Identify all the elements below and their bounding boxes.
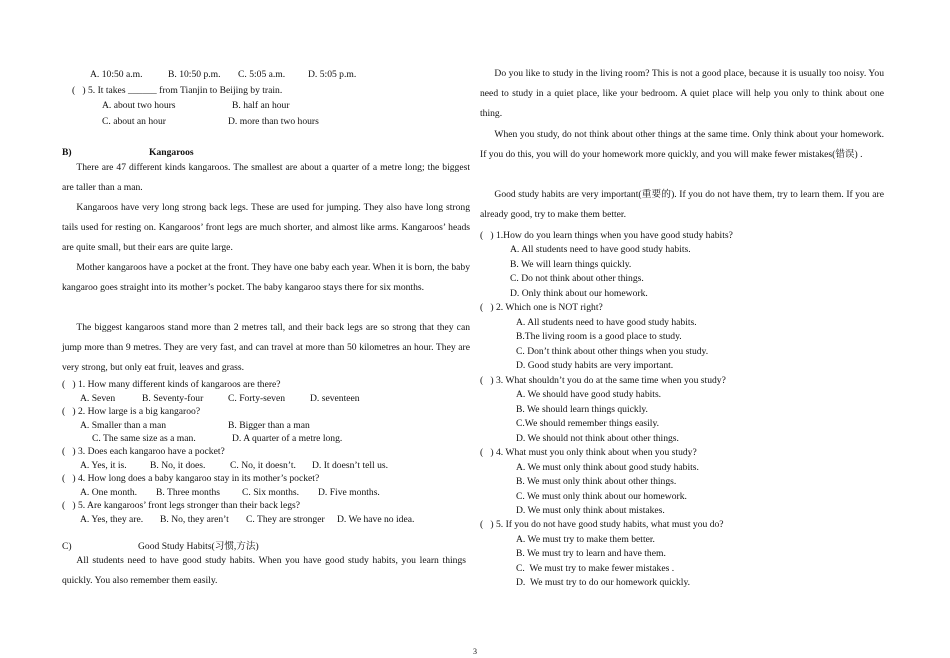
- option-b: B. We must only think about other things.: [516, 476, 677, 487]
- question-text: ( ) 3. Does each kangaroo have a pocket?: [62, 446, 225, 457]
- option-a: A. We should have good study habits.: [516, 389, 662, 400]
- option-b: B. Seventy-four: [142, 393, 204, 404]
- option-a: A. All students need to have good study habits.: [516, 317, 697, 328]
- option-c: C. Do not think about other things.: [510, 273, 644, 284]
- option-d: D. Only think about our homework.: [510, 288, 648, 299]
- option-a: A. Smaller than a man: [80, 420, 167, 431]
- option-c: C. No, it doesn’t.: [230, 460, 296, 471]
- option-a: A. All students need to have good study habits.: [510, 244, 691, 255]
- option-c: C. We must only think about our homework.: [516, 491, 687, 502]
- option-a: A. We must try to make them better.: [516, 534, 655, 545]
- option-c: C. We must try to make fewer mistakes .: [516, 563, 675, 574]
- option-d: D. We must only think about mistakes.: [516, 505, 665, 516]
- option-d: D. Good study habits are very important.: [516, 360, 674, 371]
- option-c: C. 5:05 a.m.: [238, 69, 286, 80]
- paragraph: Kangaroos have very long strong back legs. These are used for jumping. They also have long strong tails used for resting on. Kangaroos’ front legs are much shorter, and almost like arms. Kangaroos’ heads are quite small, but their ears are quite large.: [62, 202, 470, 254]
- section-title: Good Study Habits(习惯,方法): [138, 541, 259, 552]
- option-a: A. 10:50 a.m.: [90, 69, 143, 80]
- option-d: D. seventeen: [310, 393, 360, 404]
- option-a: A. Yes, it is.: [80, 460, 127, 471]
- question-text: ( ) 4. What must you only think about when you study?: [480, 447, 697, 458]
- option-c: C. The same size as a man.: [92, 433, 196, 444]
- option-c: C. Don’t think about other things when you study.: [516, 346, 709, 357]
- option-b: B. We must try to learn and have them.: [516, 548, 666, 559]
- option-a: A. We must only think about good study habits.: [516, 462, 699, 473]
- question-text: ( ) 4. How long does a baby kangaroo stay in its mother’s pocket?: [62, 473, 320, 484]
- option-a: A. Seven: [80, 393, 116, 404]
- option-d: D. 5:05 p.m.: [308, 69, 357, 80]
- option-b: B. half an hour: [232, 100, 290, 111]
- paragraph: Do you like to study in the living room? This is not a good place, because it is usually too noisy. You need to study in a quiet place, like your bedroom. A quiet place will help you only to think about one thing.: [480, 68, 884, 120]
- paragraph: When you study, do not think about other things at the same time. Only think about your homework. If you do this, you will do your homework more quickly, and you will make fewer mistakes(错误) .: [480, 129, 884, 161]
- option-d: D. We should not think about other things.: [516, 433, 679, 444]
- paragraph: The biggest kangaroos stand more than 2 metres tall, and their back legs are so strong that they can jump more than 9 metres. They are very fast, and can travel at more than 50 kilometres an hour. They are very strong, but only eat fruit, leaves and grass.: [62, 322, 470, 374]
- option-b: B. No, it does.: [150, 460, 206, 471]
- option-a: A. about two hours: [102, 100, 176, 111]
- option-c: C.We should remember things easily.: [516, 418, 660, 429]
- question-text: ( ) 1.How do you learn things when you have good study habits?: [480, 230, 733, 241]
- option-b: B.The living room is a good place to study.: [516, 331, 682, 342]
- option-c: C. Forty-seven: [228, 393, 286, 404]
- question-text: ( ) 2. Which one is NOT right?: [480, 302, 603, 313]
- paragraph: Good study habits are very important(重要的). If you do not have them, try to learn them. If you are already good, try to make them better.: [480, 189, 884, 221]
- paragraph: All students need to have good study habits. When you have good study habits, you learn things quickly. You also remember them easily.: [62, 555, 466, 587]
- option-b: B. 10:50 p.m.: [168, 69, 221, 80]
- option-b: B. Bigger than a man: [228, 420, 310, 431]
- section-title: Kangaroos: [149, 147, 194, 158]
- option-b: B. We should learn things quickly.: [516, 404, 648, 415]
- option-d: D. We have no idea.: [337, 514, 415, 525]
- option-b: B. We will learn things quickly.: [510, 259, 632, 270]
- option-c: C. Six months.: [242, 487, 300, 498]
- question-text: ( ) 5. Are kangaroos’ front legs stronger than their back legs?: [62, 500, 300, 511]
- question-text: ( ) 5. It takes ______ from Tianjin to Beijing by train.: [72, 85, 283, 96]
- option-d: D. It doesn’t tell us.: [312, 460, 389, 471]
- option-c: C. They are stronger: [246, 514, 325, 525]
- paragraph: Mother kangaroos have a pocket at the front. They have one baby each year. When it is born, the baby kangaroo goes straight into its mother’s pocket. The baby kangaroo stays there for six months.: [62, 262, 470, 294]
- option-d: D. more than two hours: [228, 116, 319, 127]
- option-a: A. One month.: [80, 487, 138, 498]
- section-label: C): [62, 541, 72, 552]
- option-d: D. We must try to do our homework quickly.: [516, 577, 691, 588]
- page-number: 3: [473, 647, 477, 656]
- option-a: A. Yes, they are.: [80, 514, 144, 525]
- paragraph: There are 47 different kinds kangaroos. The smallest are about a quarter of a metre long; the biggest are taller than a man.: [62, 162, 470, 194]
- option-b: B. No, they aren’t: [160, 514, 229, 525]
- option-b: B. Three months: [156, 487, 221, 498]
- question-text: ( ) 1. How many different kinds of kangaroos are there?: [62, 379, 281, 390]
- option-c: C. about an hour: [102, 116, 166, 127]
- option-d: D. A quarter of a metre long.: [232, 433, 343, 444]
- question-text: ( ) 2. How large is a big kangaroo?: [62, 406, 201, 417]
- section-label: B): [62, 147, 72, 158]
- question-text: ( ) 3. What shouldn’t you do at the same time when you study?: [480, 375, 726, 386]
- question-text: ( ) 5. If you do not have good study habits, what must you do?: [480, 519, 724, 530]
- option-d: D. Five months.: [318, 487, 380, 498]
